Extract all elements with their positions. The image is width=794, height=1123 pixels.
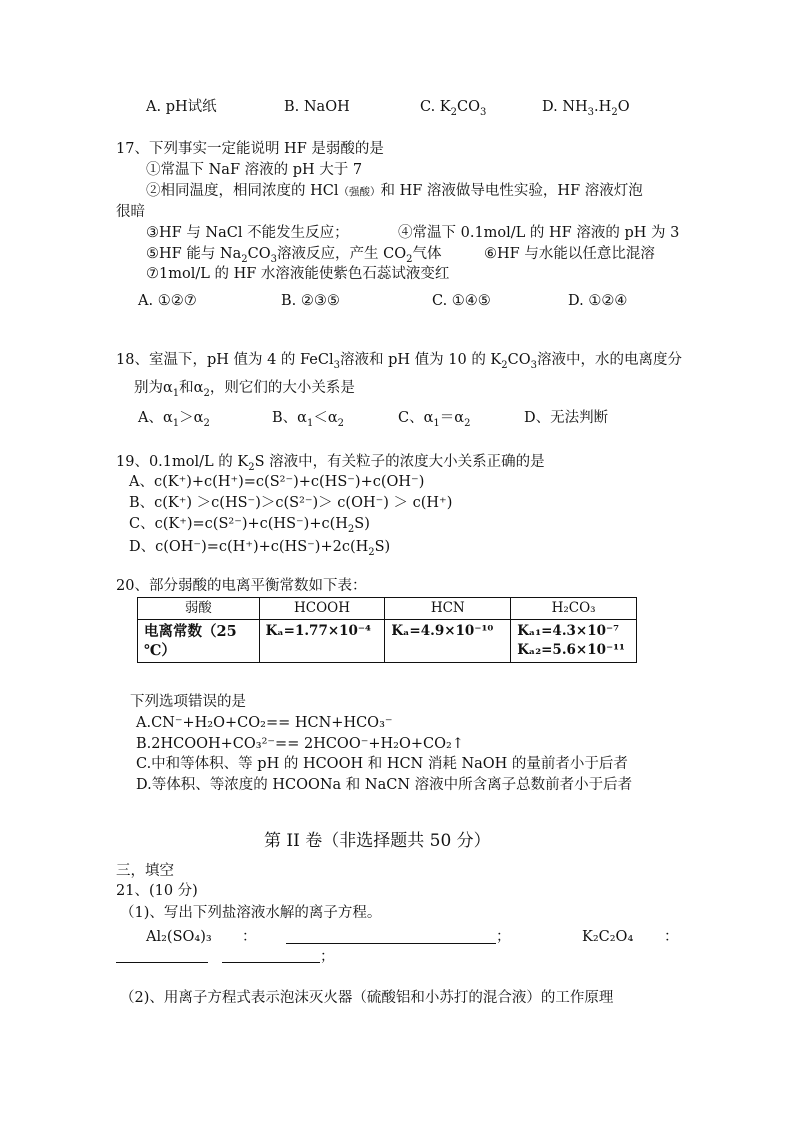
q20-option-b: B.2HCOOH+CO₃²⁻== 2HCOO⁻+H₂O+CO₂↑ bbox=[136, 736, 464, 752]
q17-fact-1: ①常温下 NaF 溶液的 pH 大于 7 bbox=[146, 162, 363, 178]
q17-option-c: C. ①④⑤ bbox=[432, 293, 491, 309]
q17-fact-5: ⑤HF 能与 $Na_2CO_3$溶液反应，产生 $CO_2$气体 bbox=[146, 246, 442, 265]
q17-option-b: B. ②③⑤ bbox=[281, 293, 340, 309]
table-header-row bbox=[138, 598, 637, 620]
cell-k-h2co3 bbox=[511, 620, 637, 663]
q18-option-d: D、无法判断 bbox=[524, 410, 609, 426]
header-cell-hcn: HCN bbox=[385, 598, 511, 620]
table-row bbox=[138, 620, 637, 663]
q16-option-d: D. $NH_3.H_2O$ bbox=[542, 99, 630, 118]
cell-k-hcooh: Kₐ=1.77×10⁻⁴ bbox=[259, 620, 385, 663]
q16-option-a: A. pH试纸 bbox=[146, 99, 217, 115]
q17-option-a: A. ①②⑦ bbox=[138, 293, 197, 309]
q21-sub1: （1)、写出下列盐溶液水解的离子方程。 bbox=[120, 905, 382, 921]
q17-fact-2-cont: 很暗 bbox=[116, 204, 145, 220]
row-label-ionization-constant: 电离常数（25 ℃） bbox=[138, 620, 260, 663]
q17-fact-4: ④常温下 0.1mol/L 的 HF 溶液的 pH 为 3 bbox=[398, 225, 680, 241]
answer-blank-1[interactable] bbox=[286, 943, 496, 944]
q19-stem: 19、0.1mol/L 的 $K_2S$ 溶液中，有关粒子的浓度大小关系正确的是 bbox=[116, 454, 545, 473]
q19-option-b: B、c(K⁺) ＞c(HS⁻)＞c(S²⁻)＞ c(OH⁻) ＞ c(H⁺) bbox=[129, 495, 453, 511]
q20-option-d: D.等体积、等浓度的 HCOONa 和 NaCN 溶液中所含离子总数前者小于后者 bbox=[136, 777, 633, 793]
q16-option-c: C. $K_2CO_3$ bbox=[420, 99, 487, 118]
q19-option-c: C、$c(K^+)=c(S^{2-})+c(HS^-)+c(H_2S)$ bbox=[129, 516, 370, 535]
q17-fact-2: ②相同温度，相同浓度的 HCl（强酸）和 HF 溶液做导电性实验，HF 溶液灯泡 bbox=[146, 183, 643, 199]
answer-blank-3[interactable] bbox=[222, 962, 320, 963]
q21-sub2: （2)、用离子方程式表示泡沫灭火器（硫酸铝和小苏打的混合液）的工作原理 bbox=[120, 990, 614, 1006]
ionization-constant-table bbox=[137, 597, 637, 663]
q18-stem-line2: 别为$\alpha_1$和$\alpha_2$，则它们的大小关系是 bbox=[134, 380, 355, 399]
q17-option-d: D. ①②④ bbox=[568, 293, 628, 309]
q21-colon-2: ： bbox=[664, 929, 679, 945]
q19-option-d: D、$c(OH^-)=c(H^+)+c(HS^-)+2c(H_2S)$ bbox=[129, 539, 391, 558]
q16-option-b: B. NaOH bbox=[284, 99, 350, 115]
q17-fact-6: ⑥HF 与水能以任意比混溶 bbox=[484, 246, 655, 262]
q20-option-c: C.中和等体积、等 pH 的 HCOOH 和 HCN 消耗 NaOH 的量前者小于后者 bbox=[136, 756, 628, 772]
header-cell-weak-acid: 弱酸 bbox=[138, 598, 260, 620]
q17-fact-7: ⑦1mol/L 的 HF 水溶液能使紫色石蕊试液变红 bbox=[146, 266, 450, 282]
q21-salt-2: K₂C₂O₄ bbox=[582, 929, 634, 945]
q18-stem-line1: 18、室温下，pH 值为 4 的 FeCl$_3$溶液和 pH 值为 10 的 $K_2CO_3$溶液中，水的电离度分 bbox=[116, 352, 682, 371]
cell-k-h2co3-1: Kₐ₁=4.3×10⁻⁷ bbox=[517, 623, 620, 639]
q21-heading: 21、(10 分) bbox=[116, 883, 198, 899]
q21-salt-1: Al₂(SO₄)₃ bbox=[146, 929, 212, 945]
q21-semicolon-1: ； bbox=[496, 929, 511, 945]
q17-fact-3: ③HF 与 NaCl 不能发生反应； bbox=[146, 225, 349, 241]
q21-colon-1: ： bbox=[242, 929, 257, 945]
cell-k-hcn: Kₐ=4.9×10⁻¹⁰ bbox=[385, 620, 511, 663]
q21-semicolon-2: ； bbox=[320, 949, 335, 965]
header-cell-hcooh: HCOOH bbox=[259, 598, 385, 620]
q18-option-b: B、$\alpha_1<\alpha_2$ bbox=[272, 410, 344, 429]
q20-stem: 20、部分弱酸的电离平衡常数如下表： bbox=[116, 578, 367, 594]
q19-option-a: A、c(K⁺)+c(H⁺)=c(S²⁻)+c(HS⁻)+c(OH⁻) bbox=[129, 474, 425, 490]
answer-blank-2[interactable] bbox=[116, 962, 208, 963]
part2-title: 第 II 卷（非选择题共 50 分） bbox=[264, 831, 491, 851]
q18-option-a: A、$\alpha_1>\alpha_2$ bbox=[138, 410, 210, 429]
q20-ask: 下列选项错误的是 bbox=[130, 694, 246, 710]
q18-option-c: C、$\alpha_1=\alpha_2$ bbox=[398, 410, 471, 429]
cell-k-h2co3-2: Kₐ₂=5.6×10⁻¹¹ bbox=[517, 642, 625, 658]
section-heading-fill: 三，填空 bbox=[116, 863, 174, 879]
header-cell-h2co3: H₂CO₃ bbox=[511, 598, 637, 620]
q17-stem: 17、下列事实一定能说明 HF 是弱酸的是 bbox=[116, 141, 384, 157]
q20-option-a: A.CN⁻+H₂O+CO₂== HCN+HCO₃⁻ bbox=[136, 715, 393, 731]
